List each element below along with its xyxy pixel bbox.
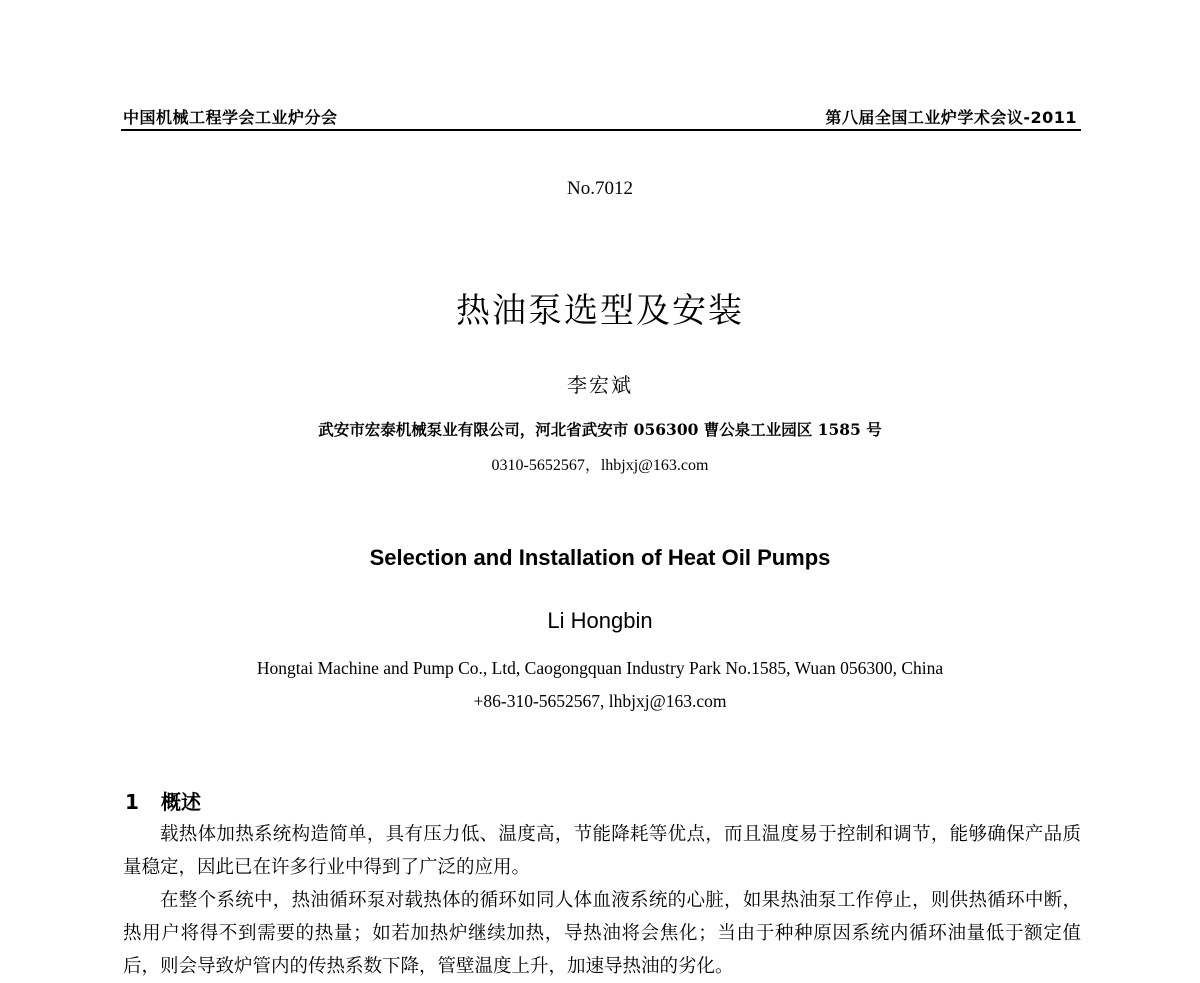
section-title: 概述	[161, 790, 201, 814]
running-header	[121, 103, 1081, 131]
affiliation-english: Hongtai Machine and Pump Co., Ltd, Caogongquan Industry Park No.1585, Wuan 056300, China	[256, 658, 944, 678]
title-english: Selection and Installation of Heat Oil Pumps	[369, 545, 831, 570]
paper-number: No.7012	[567, 178, 633, 199]
section-number: 1	[125, 790, 139, 814]
paragraph: 在整个系统中，热油循环泵对载热体的循环如同人体血液系统的心脏，如果热油泵工作停止，则供热循环中断，热用户将得不到需要的热量；如若加热炉继续加热，导热油将会焦化；当由于种种原因系统内循环油量低于额定值后，则会导致炉管内的传热系数下降，管壁温度上升，加速导热油的劣化。	[123, 890, 1081, 977]
affiliation-chinese: 武安市宏泰机械泵业有限公司，河北省武安市 056300 曹公泉工业园区 1585 号	[318, 420, 882, 439]
section-heading	[125, 786, 201, 815]
contact-chinese: 0310-5652567，lhbjxj@163.com	[491, 457, 709, 474]
title-chinese: 热油泵选型及安装	[456, 291, 744, 331]
header-society: 中国机械工程学会工业炉分会	[123, 108, 338, 127]
author-chinese: 李宏斌	[567, 373, 633, 397]
contact-english: +86-310-5652567, lhbjxj@163.com	[473, 691, 727, 711]
author-english: Li Hongbin	[547, 608, 653, 633]
paragraph: 载热体加热系统构造简单，具有压力低、温度高，节能降耗等优点，而且温度易于控制和调节，能够确保产品质量稳定，因此已在许多行业中得到了广泛的应用。	[123, 824, 1081, 878]
body-text	[123, 818, 1081, 983]
header-conference: 第八届全国工业炉学术会议-2011	[825, 108, 1077, 127]
